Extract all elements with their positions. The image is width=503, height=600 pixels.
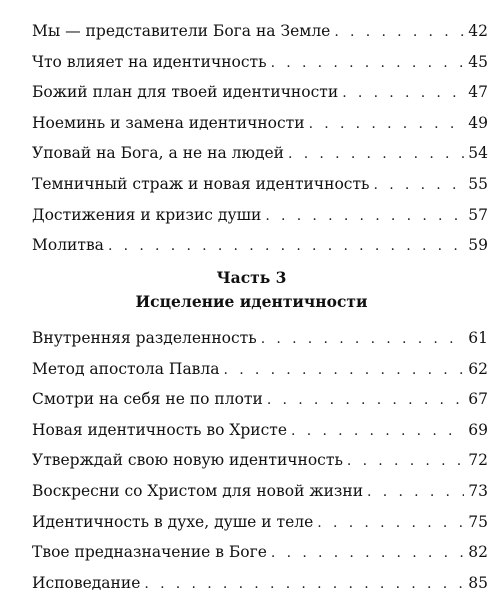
toc-entry (32, 568, 488, 599)
part-heading (0, 266, 503, 314)
toc-entry-page: 57 (468, 205, 488, 224)
toc-entry (32, 138, 488, 169)
toc-entry-title: Достижения и кризис души (32, 205, 262, 224)
toc-entry-title: Темничный страж и новая идентичность (32, 174, 370, 193)
dot-leader (267, 385, 464, 416)
dot-leader (309, 109, 465, 140)
toc-entry (32, 16, 488, 47)
toc-entry-title: Что влияет на идентичность (32, 52, 267, 71)
toc-entry-title: Смотри на себя не по плоти (32, 390, 263, 409)
toc-entry (32, 537, 488, 568)
dot-leader (291, 416, 464, 447)
toc-entry (32, 230, 488, 261)
toc-entry-page: 42 (468, 22, 488, 40)
dot-leader (334, 17, 464, 48)
toc-entry-title: Молитва (32, 236, 104, 255)
toc-entry (32, 384, 488, 415)
dot-leader (144, 569, 464, 600)
toc-entry-title: Исповедание (32, 573, 141, 592)
toc-entry (32, 354, 488, 385)
toc-entry-page: 55 (468, 174, 488, 193)
toc-entry-title: Воскресни со Христом для новой жизни (32, 481, 364, 500)
dot-leader (271, 538, 464, 569)
toc-entry-page: 45 (468, 52, 488, 71)
toc-entry (32, 47, 488, 78)
toc-entry-title: Идентичность в духе, душе и теле (32, 512, 314, 531)
toc-entry-title: Метод апостола Павла (32, 359, 220, 378)
toc-entry-title: Уповай на Бога, а не на людей (32, 144, 285, 163)
toc-entry-title: Божий план для твоей идентичности (32, 83, 339, 102)
toc-entry (32, 169, 488, 200)
dot-leader (224, 355, 465, 386)
toc-entry-page: 72 (468, 451, 488, 470)
dot-leader (347, 446, 464, 477)
dot-leader (271, 48, 465, 79)
toc-entry-page: 69 (468, 420, 488, 439)
toc-entry-page: 61 (468, 329, 488, 347)
dot-leader (367, 477, 464, 508)
toc-entry (32, 77, 488, 108)
toc-entry-title: Мы — представители Бога на Земле (32, 22, 331, 40)
toc-entry (32, 200, 488, 231)
toc-entry (32, 415, 488, 446)
toc-entry-page: 67 (468, 390, 488, 409)
toc-entry-page: 54 (468, 144, 488, 163)
toc-entry-page: 75 (468, 512, 488, 531)
toc-entry-title: Твое предназначение в Боге (32, 543, 267, 562)
toc-entry-page: 73 (468, 481, 488, 500)
toc-entry-page: 49 (468, 113, 488, 132)
toc-entry-title: Внутренняя разделенность (32, 329, 257, 347)
toc-entry-page: 82 (468, 543, 488, 562)
toc-entry-page: 85 (468, 573, 488, 592)
dot-leader (288, 139, 464, 170)
dot-leader (342, 78, 464, 109)
dot-leader (374, 170, 465, 201)
dot-leader (265, 201, 464, 232)
dot-leader (108, 231, 464, 262)
toc-list-part3 (32, 323, 488, 598)
dot-leader (261, 324, 465, 355)
toc-entry-title: Новая идентичность во Христе (32, 420, 288, 439)
toc-entry (32, 476, 488, 507)
toc-entry-page: 59 (468, 236, 488, 255)
toc-entry-page: 62 (468, 359, 488, 378)
toc-entry-page: 47 (468, 83, 488, 102)
part-number: Часть 3 (216, 268, 287, 287)
part-title: Исцеление идентичности (135, 292, 368, 311)
toc-entry-title: Утверждай свою новую идентичность (32, 451, 343, 470)
toc-entry-title: Ноеминь и замена идентичности (32, 113, 305, 132)
toc-entry (32, 445, 488, 476)
toc-entry (32, 323, 488, 354)
dot-leader (317, 508, 464, 539)
toc-list-part2 (32, 16, 488, 261)
toc-entry (32, 108, 488, 139)
toc-entry (32, 507, 488, 538)
